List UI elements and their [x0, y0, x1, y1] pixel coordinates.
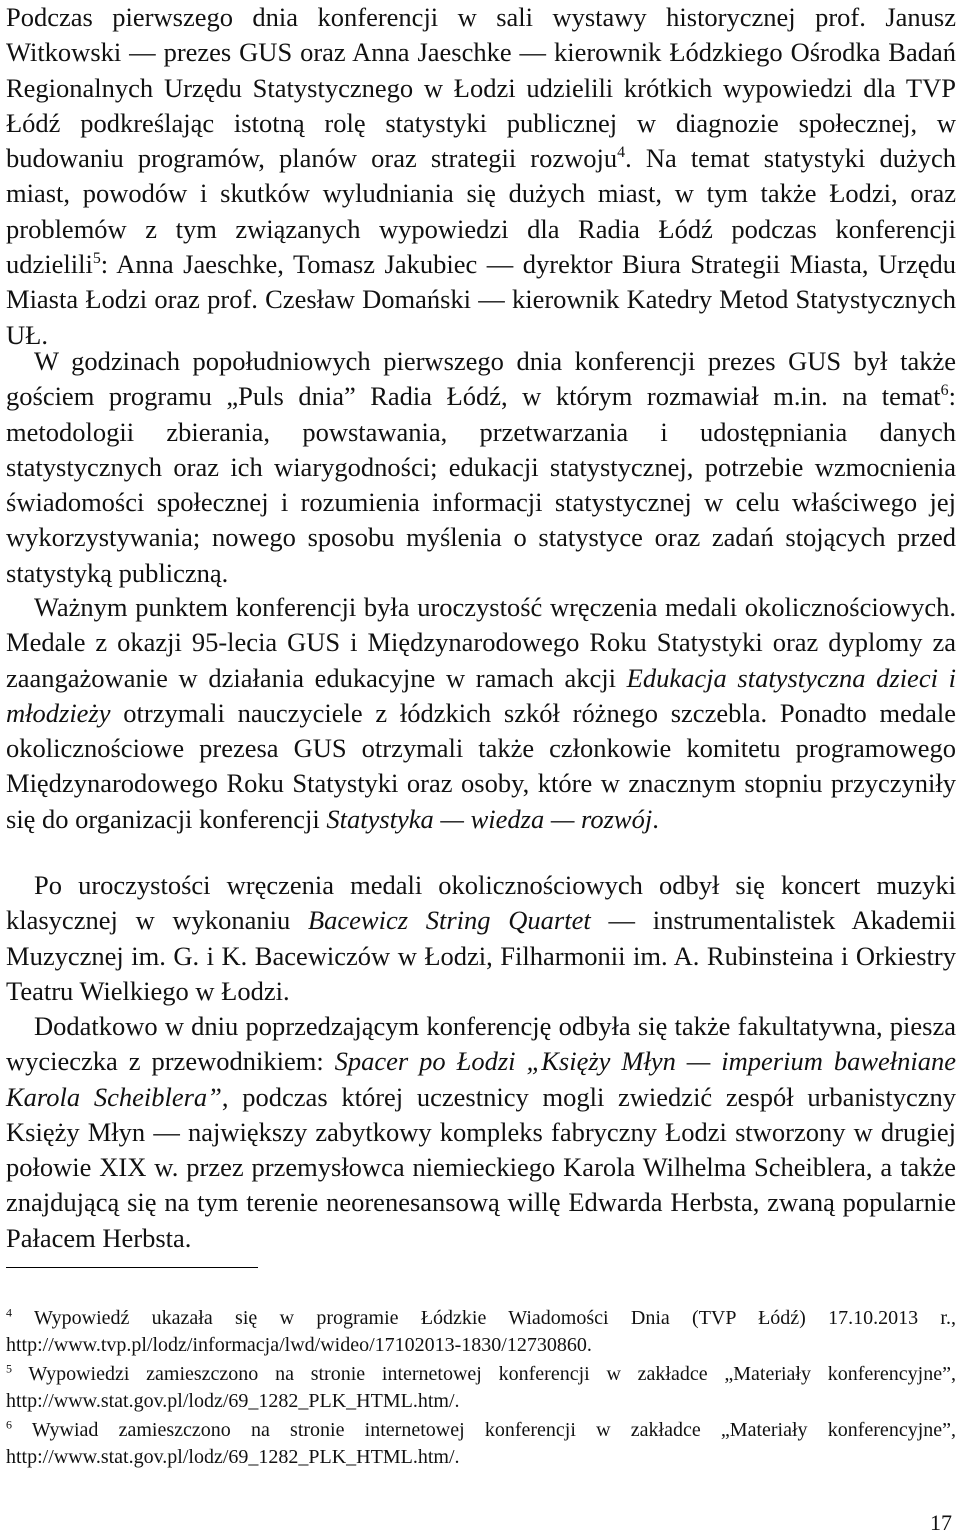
footnote-4-text[interactable]: Wypowiedź ukazała się w programie Łódzkie Wiadomości Dnia (TVP Łódź) 17.10.2013 r., http://www.tvp.pl/lodz/informacja/lwd/wideo/17102013-1830/12730860. [6, 1307, 956, 1357]
paragraph-3 [6, 590, 956, 837]
paragraph-2 [6, 344, 956, 591]
page-number: 17 [930, 1510, 952, 1535]
footnote-ref-6[interactable]: 6 [940, 382, 949, 400]
footnote-6 [6, 1417, 956, 1471]
paragraph-2-text-b: : metodologii zbierania, powstawania, przetwarzania i udostępniania danych statystycznych oraz ich wiarygodności; edukacji statystycznej, potrzebie wzmocnienia świadomości społecznej i rozumienia informacji statystycznej w celu właściwego jej wykorzystywania; nowego sposobu myślenia o statystyce oraz zadań stojących przed statystyką publiczną. [6, 381, 956, 588]
paragraph-4 [6, 868, 956, 1009]
footnote-6-number: 6 [6, 1417, 12, 1432]
paragraph-5-text-a: Dodatkowo w dniu poprzedzającym konferencję odbyła się także fakultatywna, piesza wycieczka z przewodnikiem: [6, 1011, 956, 1077]
paragraph-3-text-c: . [652, 803, 659, 834]
paragraph-3-text-a: Ważnym punktem konferencji była uroczystość wręczenia medali okolicznościowych. Medale z okazji 95-lecia GUS i Międzynarodowego Roku Statystyki oraz dyplomy za zaangażowanie w działania edukacyjne w ramach akcji [6, 592, 956, 693]
paragraph-4-italic-quartet: Bacewicz String Quartet [307, 905, 591, 936]
paragraph-5-text-b: , podczas której uczestnicy mogli zwiedzić zespół urbanistyczny Księży Młyn — największy zabytkowy kompleks fabryczny Łodzi stworzony w drugiej połowie XIX w. przez przemysłowca niemieckiego Karola Wilhelma Scheiblera, a także znajdującą się na tym terenie neorenesansową willę Edwarda Herbsta, zwaną popularnie Pałacem Herbsta. [6, 1081, 957, 1253]
paragraph-1-text-b: . Na temat statystyki dużych miast, powodów i skutków wyludniania się dużych miast, w tym także Łodzi, oraz problemów z tym związanych wypowiedzi dla Radia Łódź podczas konferencji udzielili [6, 143, 956, 280]
footnote-ref-5[interactable]: 5 [92, 250, 101, 268]
paragraph-3-text-b: otrzymali nauczyciele z łódzkich szkół różnego szczebla. Ponadto medale okolicznościowe prezesa GUS otrzymali także członkowie komitetu programowego Międzynarodowego Roku Statystyki oraz osoby, które w znacznym stopniu przyczyniły się do organizacji konferencji [6, 697, 956, 834]
footnote-5-text[interactable]: Wypowiedzi zamieszczono na stronie internetowej konferencji w zakładce „Materiały konferencyjne”, http://www.stat.gov.pl/lodz/69_1282_PLK_HTML.htm/. [6, 1363, 956, 1413]
paragraph-4-text-a: Po uroczystości wręczenia medali okolicznościowych odbył się koncert muzyki klasycznej w wykonaniu [6, 870, 956, 936]
paragraph-2-text-a: W godzinach popołudniowych pierwszego dnia konferencji prezes GUS był także gościem programu „Puls dnia” Radia Łódź, w którym rozmawiał m.in. na temat [6, 346, 956, 412]
paragraph-3-italic-campaign: Edukacja statystyczna dzieci i młodzieży [6, 662, 956, 728]
footnote-4-number: 4 [6, 1305, 12, 1320]
footnote-5 [6, 1361, 956, 1415]
paragraph-1-text-a: Podczas pierwszego dnia konferencji w sali wystawy historycznej prof. Janusz Witkowski — prezes GUS oraz Anna Jaeschke — kierownik Łódzkiego Ośrodka Badań Regionalnych Urzędu Statystycznego w Łodzi udzielili krótkich wypowiedzi dla TVP Łódź podkreślając istotną rolę statystyki publicznej w diagnozie społecznej, w budowaniu programów, planów oraz strategii rozwoju [6, 2, 956, 174]
footnote-ref-4[interactable]: 4 [617, 144, 626, 162]
paragraph-1 [6, 0, 956, 353]
footnote-5-number: 5 [6, 1361, 12, 1376]
paragraph-3-italic-conference: Statystyka — wiedza — rozwój [326, 803, 653, 834]
footnote-separator [6, 1267, 258, 1268]
footnote-4 [6, 1305, 956, 1359]
paragraph-5 [6, 1009, 956, 1256]
paragraph-5-italic-tour: Spacer po Łodzi „Księży Młyn — imperium bawełniane Karola Scheiblera” [6, 1046, 956, 1112]
paragraph-4-text-b: — instrumentalistek Akademii Muzycznej im. G. i K. Bacewiczów w Łodzi, Filharmonii im. A. Rubinsteina i Orkiestry Teatru Wielkiego w Łodzi. [6, 905, 956, 1006]
footnote-6-text[interactable]: Wywiad zamieszczono na stronie internetowej konferencji w zakładce „Materiały konferencyjne”, http://www.stat.gov.pl/lodz/69_1282_PLK_HTML.htm/. [6, 1419, 956, 1469]
paragraph-1-text-c: : Anna Jaeschke, Tomasz Jakubiec — dyrektor Biura Strategii Miasta, Urzędu Miasta Łodzi oraz prof. Czesław Domański — kierownik Katedry Metod Statystycznych UŁ. [6, 249, 956, 350]
